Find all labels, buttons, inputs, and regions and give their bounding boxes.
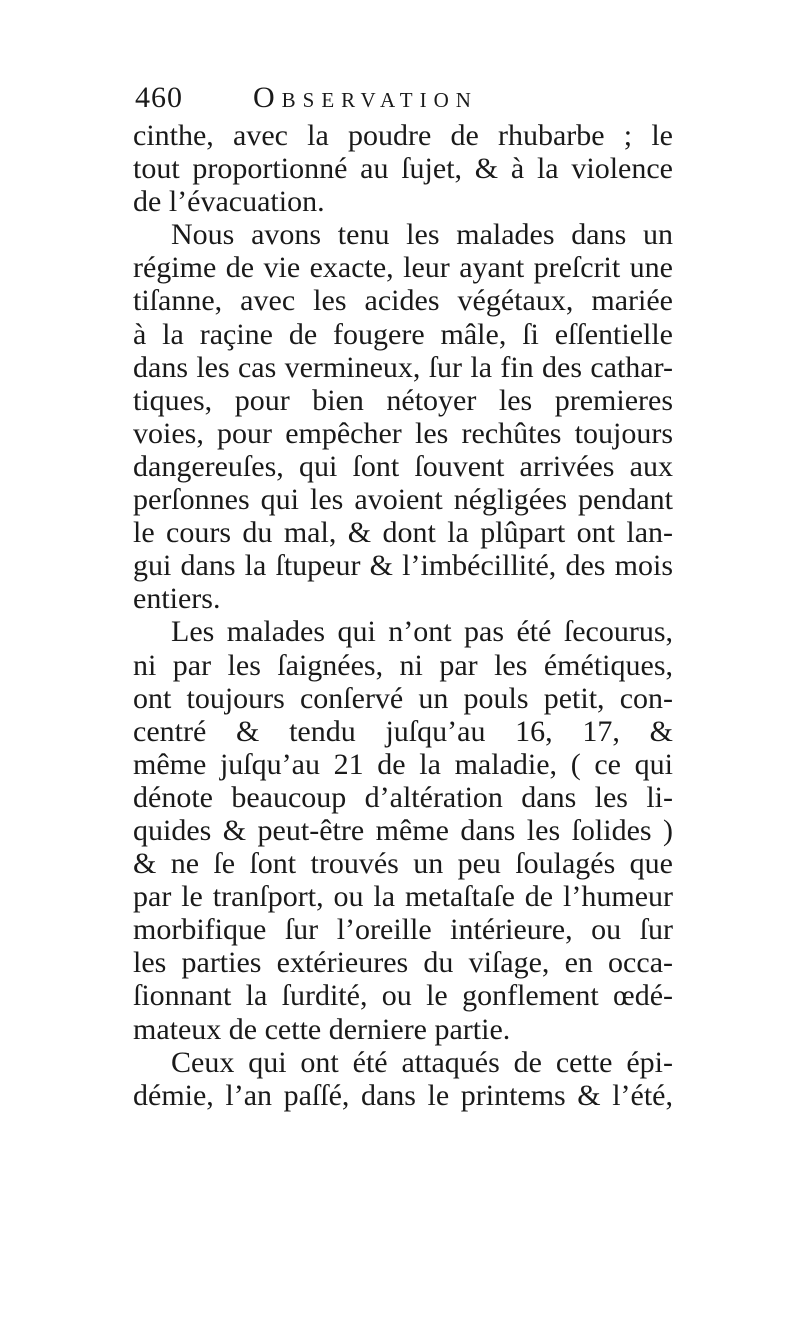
text-line: par le tranſport, ou la metaſtaſe de l’humeur (133, 880, 673, 914)
text-line: Nous avons tenu les malades dans un (171, 218, 673, 252)
text-line: perſonnes qui les avoient négligées pendant (133, 483, 673, 517)
text-line: mateux de cette derniere partie. (133, 1012, 511, 1046)
text-line: de l’évacuation. (133, 185, 325, 219)
body-text (133, 119, 673, 1112)
text-line: à la raçine de fougere mâle, ſi eſſentielle (133, 317, 673, 351)
text-line: entiers. (133, 582, 221, 616)
text-line: voies, pour empêcher les rechûtes toujours (133, 416, 673, 450)
text-line: dénote beaucoup d’altération dans les li- (133, 780, 673, 814)
text-line: cinthe, avec la poudre de rhubarbe ; le (133, 119, 673, 152)
text-line: morbifique ſur l’oreille intérieure, ou ſur (133, 913, 673, 947)
text-line: ſionnant la ſurdité, ou le gonflement œdé- (133, 979, 673, 1013)
page-number: 460 (135, 81, 183, 114)
text-line: tiſanne, avec les acides végétaux, mariée (133, 284, 673, 318)
text-line: même juſqu’au 21 de la maladie, ( ce qui (133, 747, 673, 781)
running-title: Observation (253, 81, 478, 114)
page-header (135, 78, 675, 118)
text-line: Les malades qui n’ont pas été ſecourus, (171, 615, 673, 649)
text-line: ni par les ſaignées, ni par les émétiques, (133, 648, 673, 682)
text-line: tout proportionné au ſujet, & à la violence (133, 152, 673, 186)
text-line: & ne ſe ſont trouvés un peu ſoulagés que (133, 847, 673, 881)
text-line: le cours du mal, & dont la plûpart ont lan- (133, 516, 673, 550)
text-line: démie, l’an paſſé, dans le printems & l’été, (133, 1078, 673, 1112)
text-line: dangereuſes, qui ſont ſouvent arrivées aux (133, 449, 673, 483)
text-line: tiques, pour bien nétoyer les premieres (133, 383, 673, 417)
text-line: les parties extérieures du viſage, en occa- (133, 946, 673, 980)
text-line: quides & peut-être même dans les ſolides ) (133, 813, 673, 847)
text-line: centré & tendu juſqu’au 16, 17, & (133, 714, 673, 748)
text-line: ont toujours conſervé un pouls petit, con- (133, 681, 673, 715)
text-line: Ceux qui ont été attaqués de cette épi- (171, 1045, 673, 1079)
text-line: gui dans la ſtupeur & l’imbécillité, des mois (133, 549, 673, 583)
text-line: régime de vie exacte, leur ayant preſcrit une (133, 251, 673, 285)
text-line: dans les cas vermineux, ſur la fin des cathar- (133, 350, 673, 384)
